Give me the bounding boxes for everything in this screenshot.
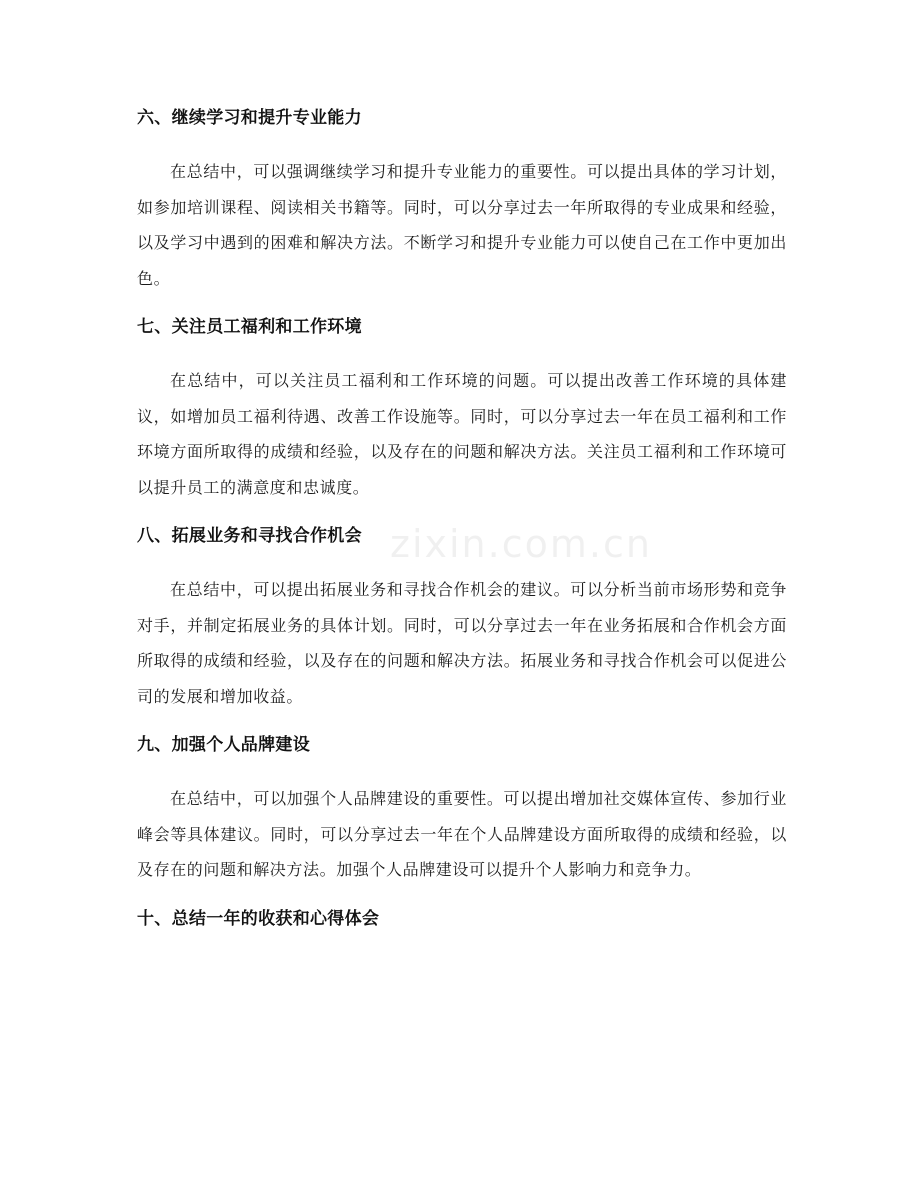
document-content [137,104,787,933]
watermark: zixin.com.cn [390,522,652,566]
section-heading-9: 九、加强个人品牌建设 [137,735,310,755]
section-body-7: 在总结中，可以关注员工福利和工作环境的问题。可以提出改善工作环境的具体建议，如增加员工福利待遇、改善工作设施等。同时，可以分享过去一年在员工福利和工作环境方面所取得的成绩和经验，以及存在的问题和解决方法。关注员工福利和工作环境可以提升员工的满意度和忠诚度。 [137,371,787,497]
section-heading-10: 十、总结一年的收获和心得体会 [137,908,380,929]
section-body-8: 在总结中，可以提出拓展业务和寻找合作机会的建议。可以分析当前市场形势和竞争对手，并制定拓展业务的具体计划。同时，可以分享过去一年在业务拓展和合作机会方面所取得的成绩和经验，以及存在的问题和解决方法。拓展业务和寻找合作机会可以促进公司的发展和增加收益。 [137,580,787,706]
section-body-9: 在总结中，可以加强个人品牌建设的重要性。可以提出增加社交媒体宣传、参加行业峰会等具体建议。同时，可以分享过去一年在个人品牌建设方面所取得的成绩和经验，以及存在的问题和解决方法。加强个人品牌建设可以提升个人影响力和竞争力。 [137,789,787,879]
section-heading-6: 六、继续学习和提升专业能力 [137,108,362,128]
section-heading-7: 七、关注员工福利和工作环境 [137,317,362,337]
section-heading-8: 八、拓展业务和寻找合作机会 [137,526,362,546]
section-body-6: 在总结中，可以强调继续学习和提升专业能力的重要性。可以提出具体的学习计划，如参加培训课程、阅读相关书籍等。同时，可以分享过去一年所取得的专业成果和经验，以及学习中遇到的困难和解决方法。不断学习和提升专业能力可以使自己在工作中更加出色。 [137,162,787,288]
